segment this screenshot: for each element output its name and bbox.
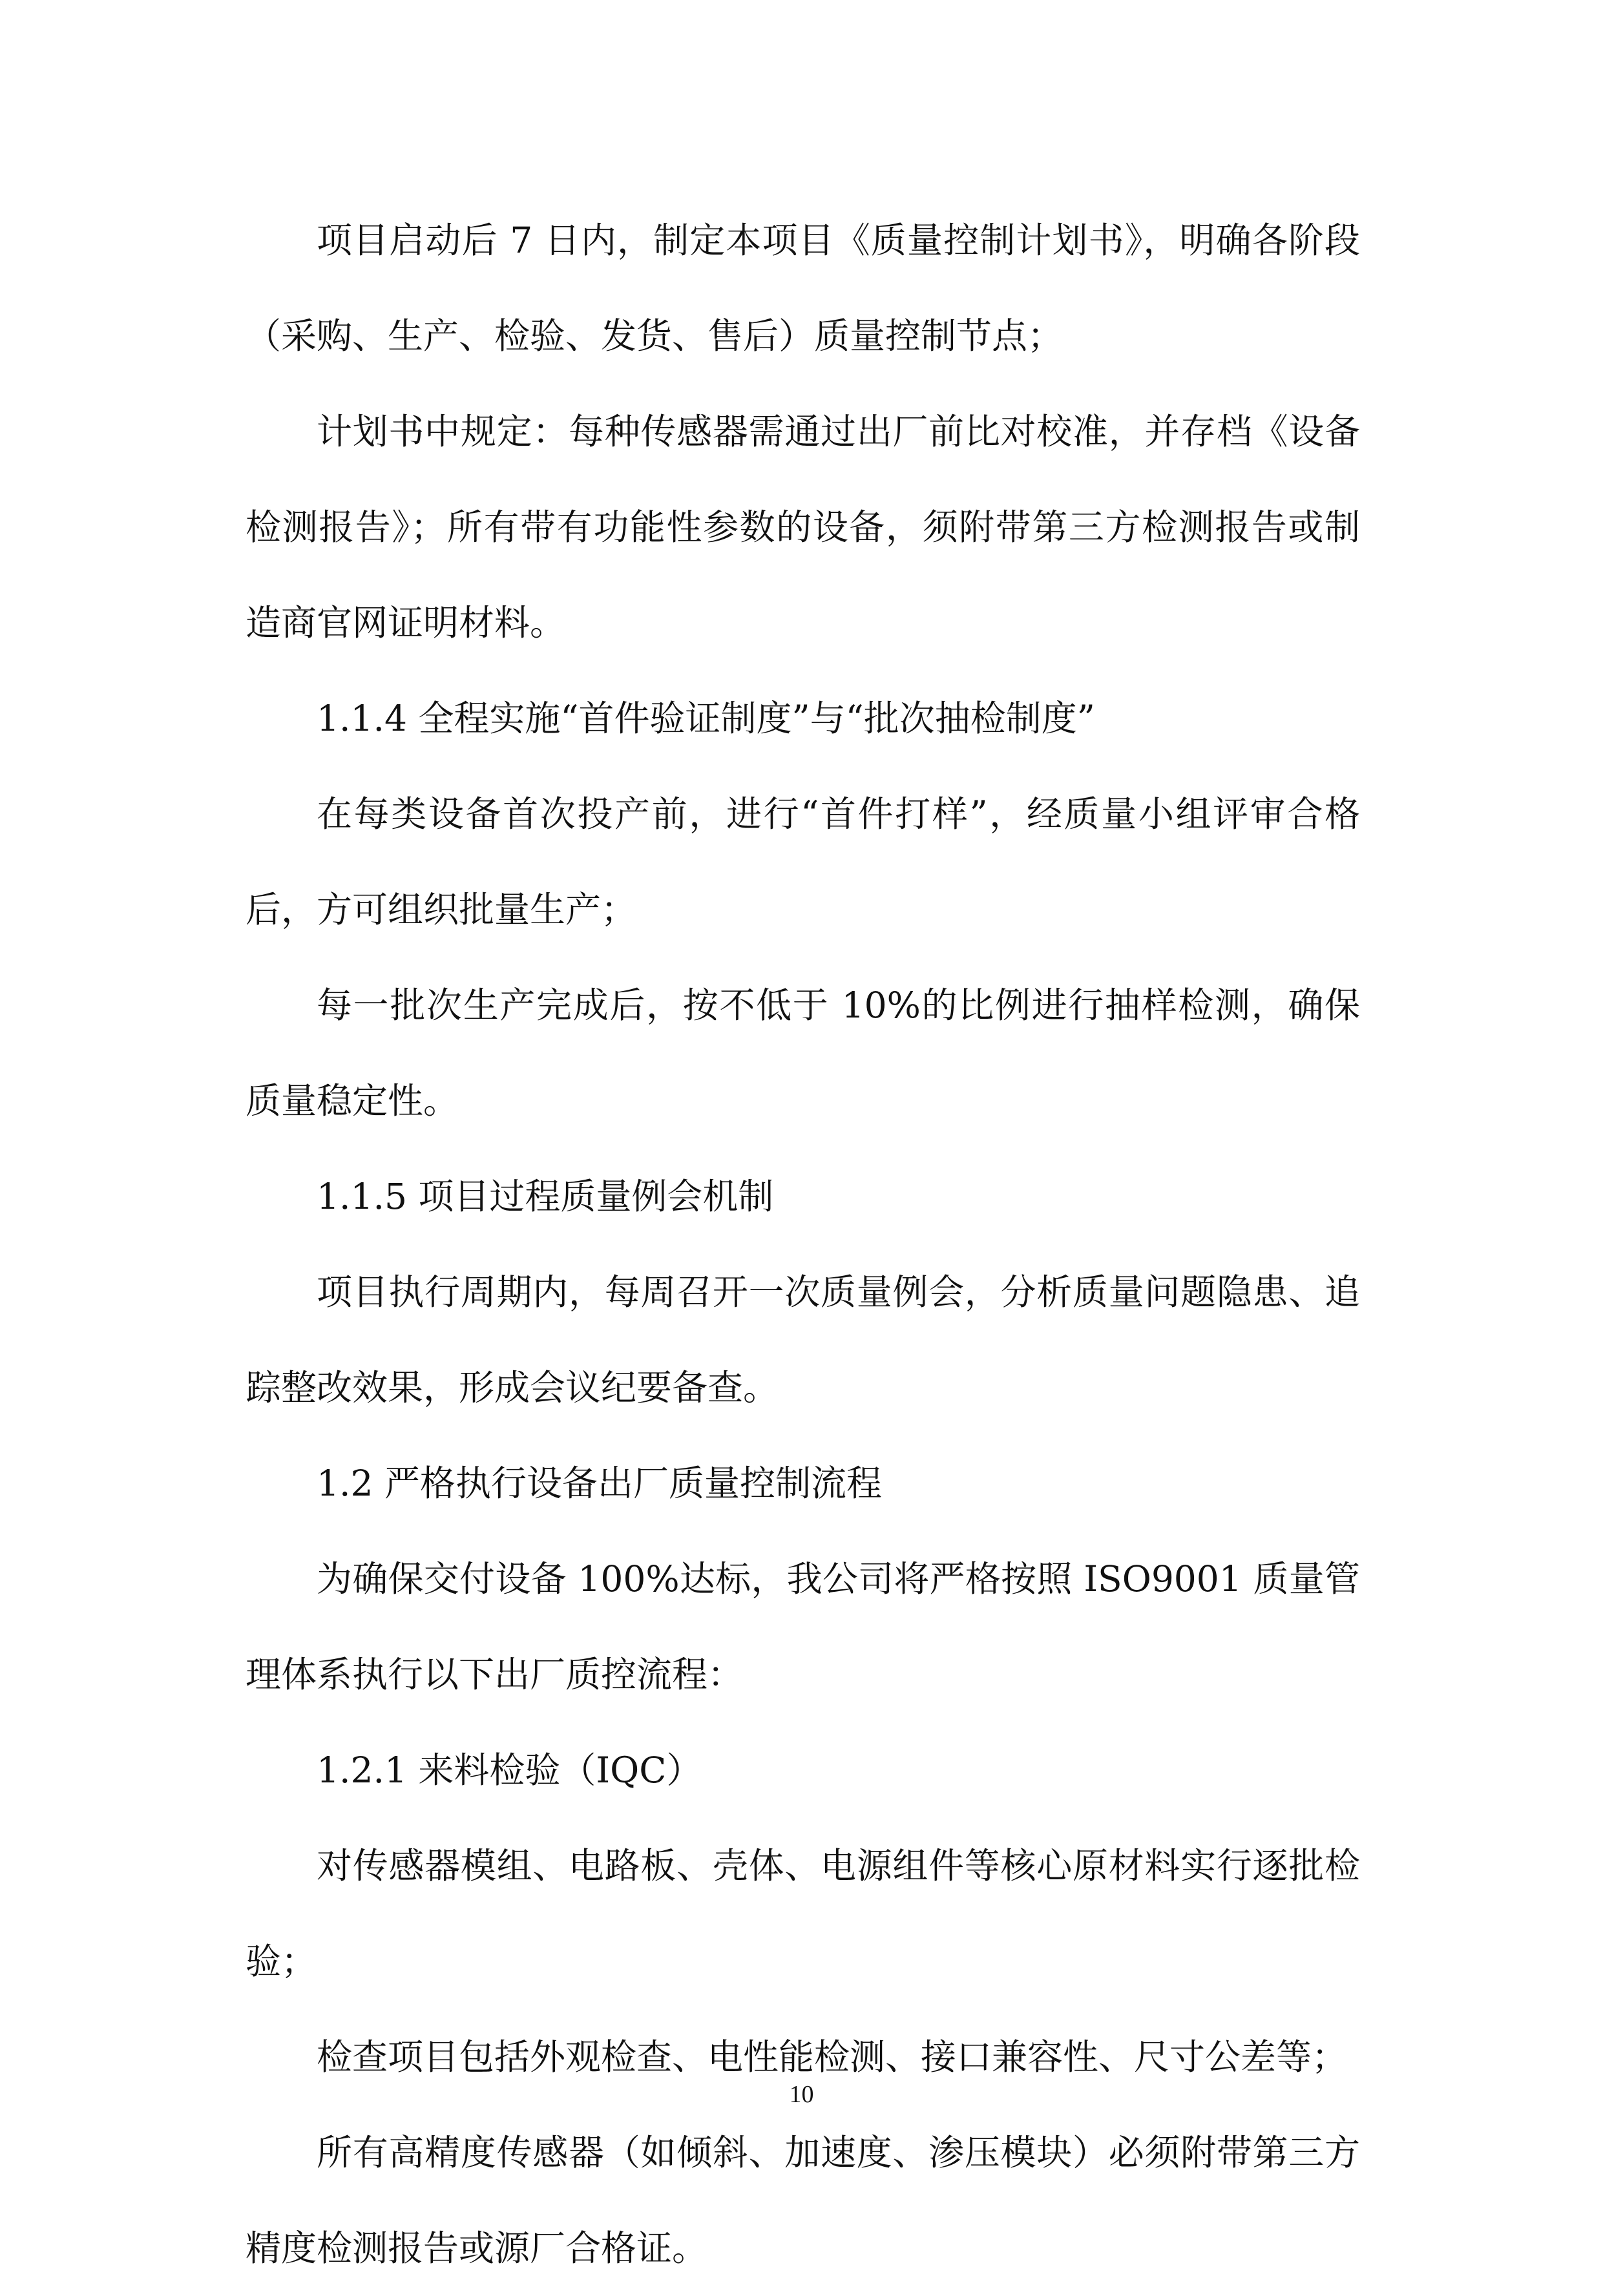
- paragraph-high-precision-sensors: 所有高精度传感器（如倾斜、加速度、渗压模块）必须附带第三方精度检测报告或源厂合格证。: [246, 2132, 1360, 2269]
- paragraph-weekly-meeting: 项目执行周期内，每周召开一次质量例会，分析质量问题隐患、追踪整改效果，形成会议纪要备查。: [246, 1271, 1360, 1408]
- page-number: 10: [789, 2081, 814, 2108]
- paragraph-incoming-inspection: 对传感器模组、电路板、壳体、电源组件等核心原材料实行逐批检验；: [246, 1845, 1360, 1982]
- paragraph-quality-plan: 项目启动后 7 日内，制定本项目《质量控制计划书》，明确各阶段（采购、生产、检验、发货、售后）质量控制节点；: [246, 220, 1360, 357]
- section-heading-1-1-4: 1.1.4 全程实施“首件验证制度”与“批次抽检制度”: [317, 698, 1095, 739]
- section-heading-1-1-5: 1.1.5 项目过程质量例会机制: [317, 1176, 774, 1217]
- paragraph-batch-sampling: 每一批次生产完成后，按不低于 10%的比例进行抽样检测，确保质量稳定性。: [246, 985, 1360, 1122]
- section-heading-1-2: 1.2 严格执行设备出厂质量控制流程: [317, 1463, 882, 1504]
- paragraph-first-article: 在每类设备首次投产前，进行“首件打样”，经质量小组评审合格后，方可组织批量生产；: [246, 793, 1360, 930]
- section-heading-1-2-1: 1.2.1 来料检验（IQC）: [317, 1749, 702, 1791]
- paragraph-iso9001: 为确保交付设备 100%达标，我公司将严格按照 ISO9001 质量管理体系执行以下出厂质控流程：: [246, 1558, 1360, 1695]
- paragraph-plan-requirements: 计划书中规定：每种传感器需通过出厂前比对校准，并存档《设备检测报告》；所有带有功能性参数的设备，须附带第三方检测报告或制造商官网证明材料。: [246, 411, 1360, 643]
- paragraph-inspection-items: 检查项目包括外观检查、电性能检测、接口兼容性、尺寸公差等；: [317, 2036, 1348, 2078]
- document-body: [246, 193, 1360, 2296]
